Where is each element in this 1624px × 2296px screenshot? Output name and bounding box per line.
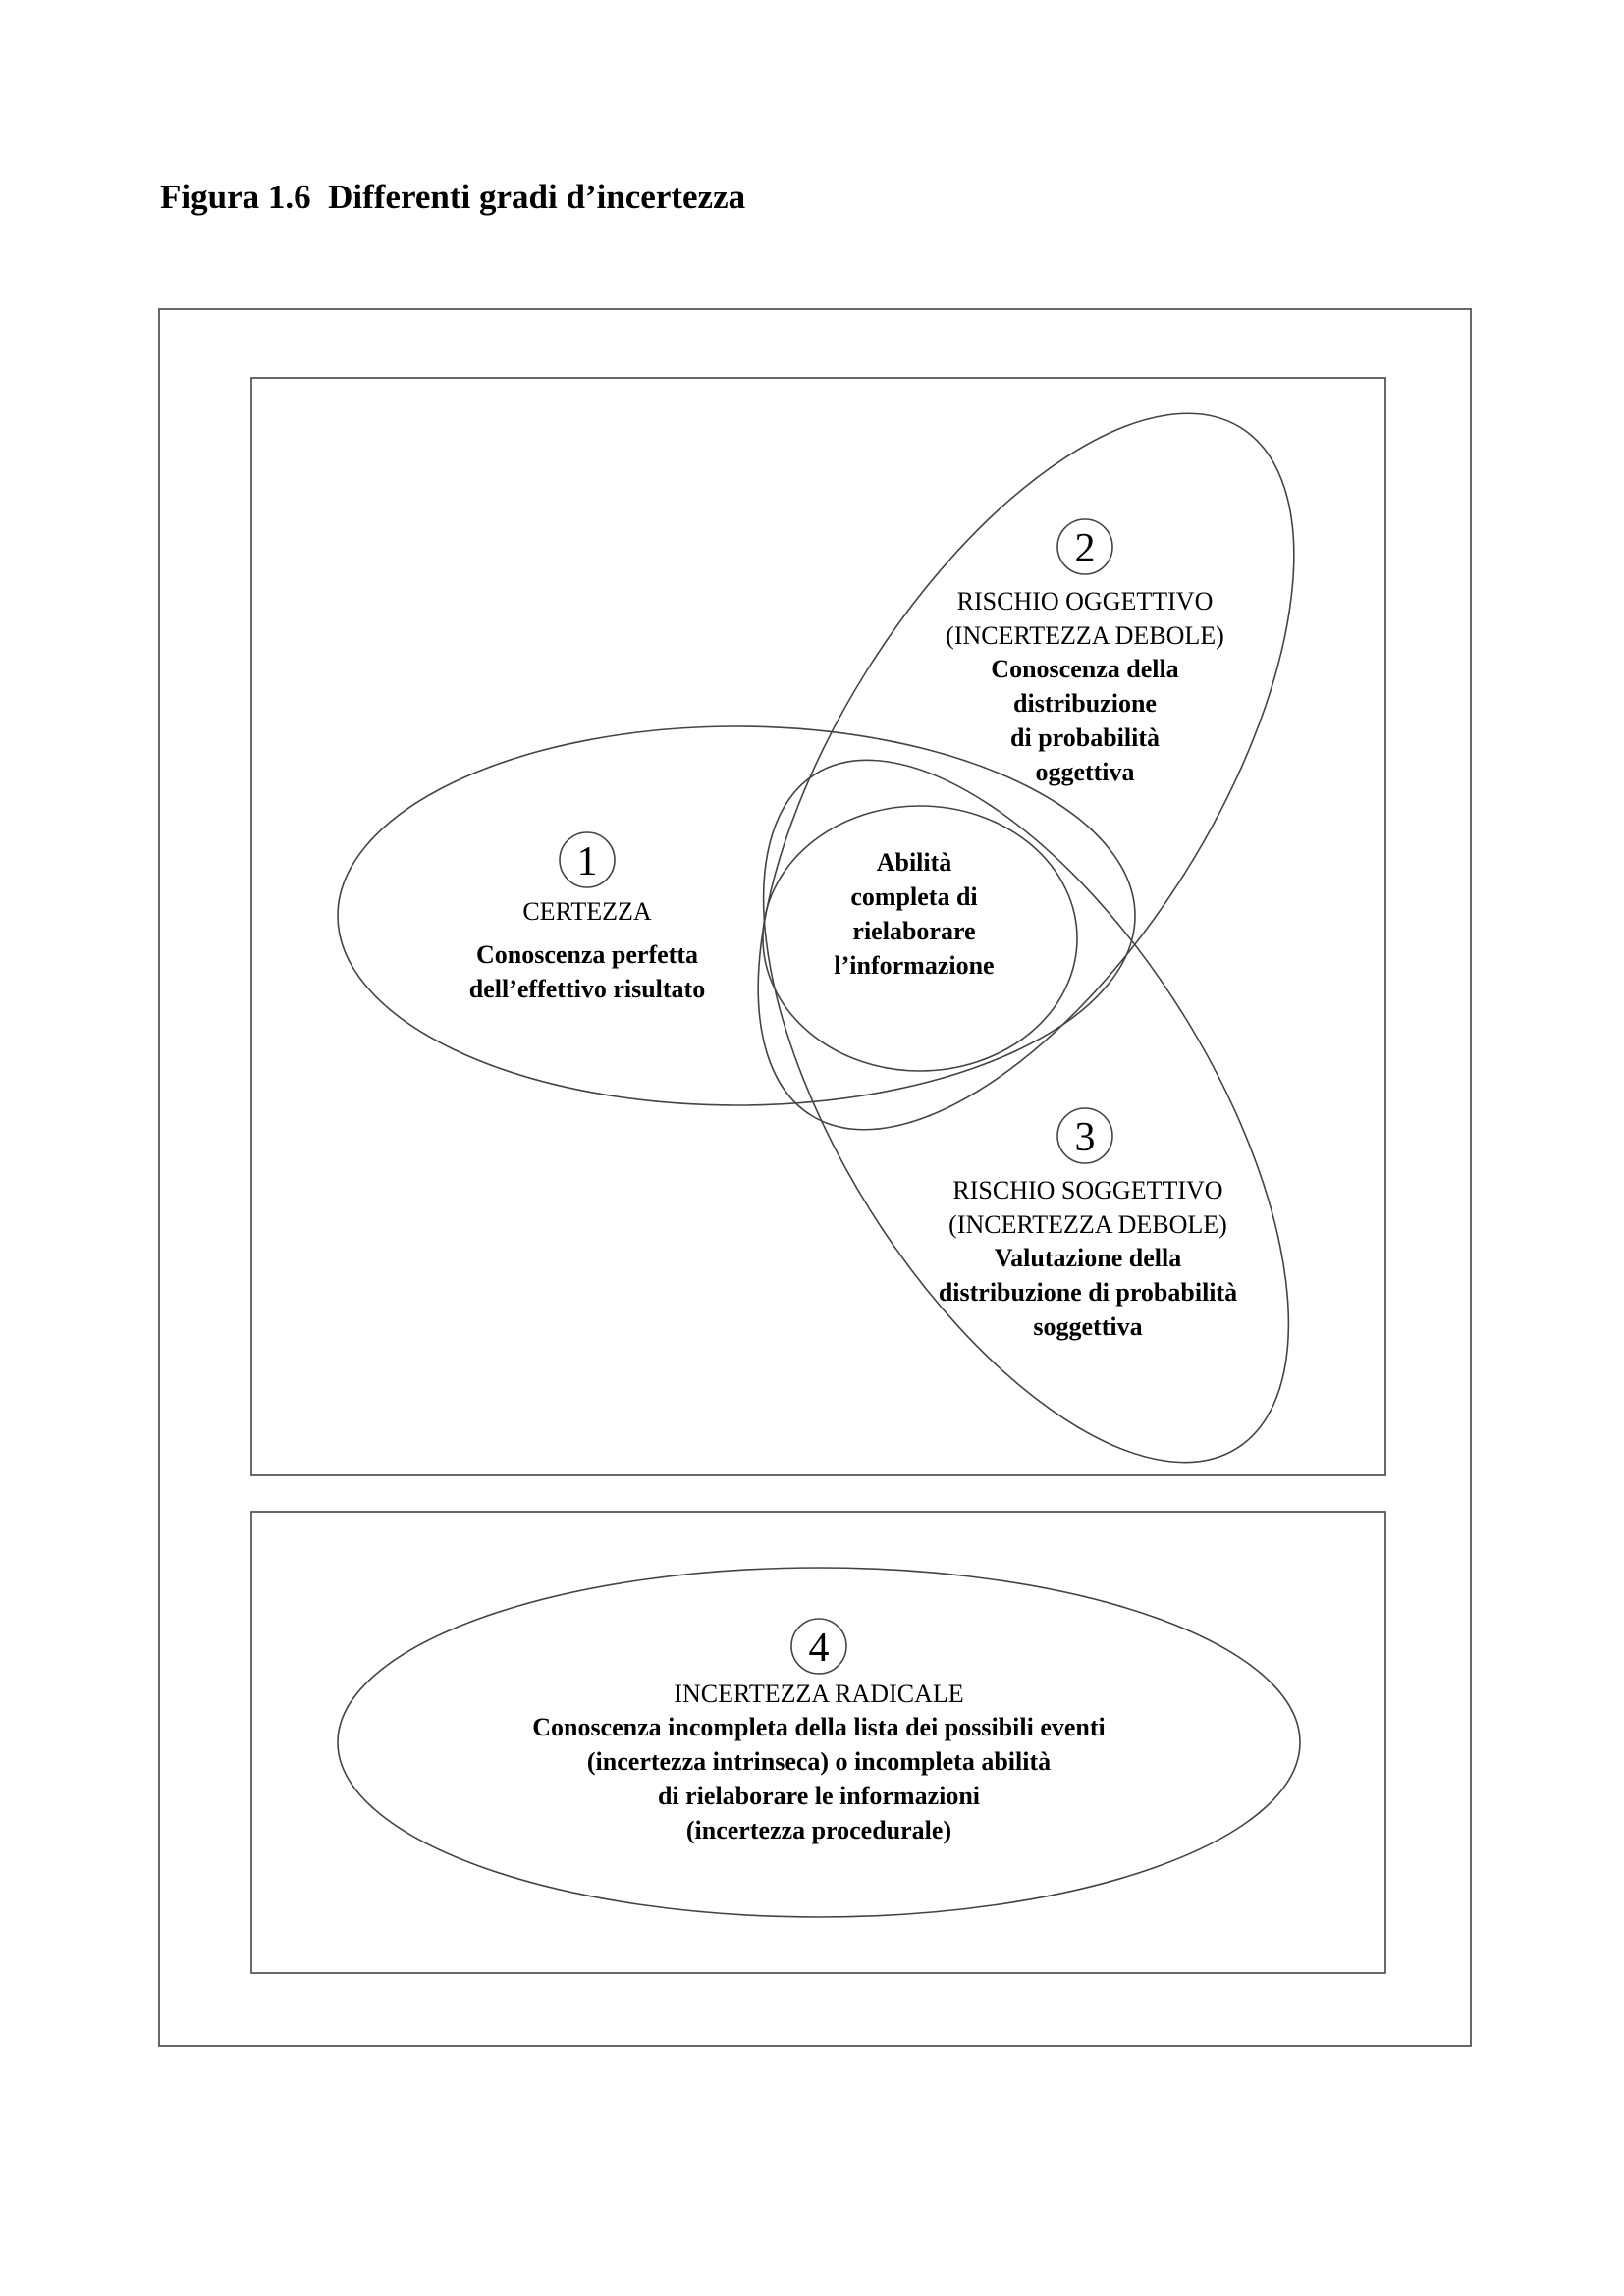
rischio-soggettivo-ellipse	[659, 676, 1393, 1546]
region-1-line-1: Conoscenza perfetta	[476, 940, 698, 969]
region-2-heading-2: (INCERTEZZA DEBOLE)	[946, 621, 1224, 650]
region-3-line-1: Valutazione della	[994, 1244, 1182, 1272]
incertezza-radicale-ellipse	[338, 1568, 1300, 1917]
region-3-line-2: distribuzione di probabilità	[938, 1278, 1238, 1307]
region-2-number: 2	[1074, 526, 1096, 571]
upper-panel	[251, 378, 1385, 1475]
region-4-number: 4	[808, 1626, 830, 1671]
center-line-1: Abilità	[876, 848, 952, 877]
figure-title: Figura 1.6 Differenti gradi d’incertezza	[160, 178, 746, 216]
region-2-line-3: di probabilità	[1010, 723, 1160, 752]
region-4-heading: INCERTEZZA RADICALE	[674, 1680, 964, 1708]
center-line-4: l’informazione	[834, 951, 995, 980]
center-line-3: rielaborare	[852, 917, 976, 945]
center-line-2: completa di	[850, 882, 978, 911]
region-4-line-1: Conoscenza incompleta della lista dei possibili eventi	[532, 1713, 1106, 1741]
region-3-line-3: soggettiva	[1033, 1312, 1143, 1341]
region-4-line-4: (incertezza procedurale)	[685, 1816, 952, 1844]
region-1-heading: CERTEZZA	[522, 897, 652, 926]
region-2-heading-1: RISCHIO OGGETTIVO	[956, 587, 1214, 615]
region-3-heading-2: (INCERTEZZA DEBOLE)	[948, 1210, 1227, 1239]
region-1-line-2: dell’effettivo risultato	[468, 975, 706, 1003]
region-2-line-4: oggettiva	[1035, 758, 1135, 786]
region-3-number: 3	[1074, 1115, 1096, 1160]
region-4-line-2: (incertezza intrinseca) o incompleta abilità	[586, 1747, 1052, 1776]
certezza-ellipse	[338, 726, 1135, 1105]
region-2-line-1: Conoscenza della	[991, 655, 1179, 683]
region-3-heading-1: RISCHIO SOGGETTIVO	[952, 1176, 1223, 1204]
region-1-number: 1	[576, 839, 598, 884]
region-2-line-2: distribuzione	[1013, 689, 1157, 718]
lower-panel	[251, 1512, 1385, 1973]
region-4-line-3: di rielaborare le informazioni	[657, 1782, 981, 1810]
rischio-oggettivo-ellipse	[651, 328, 1400, 1215]
